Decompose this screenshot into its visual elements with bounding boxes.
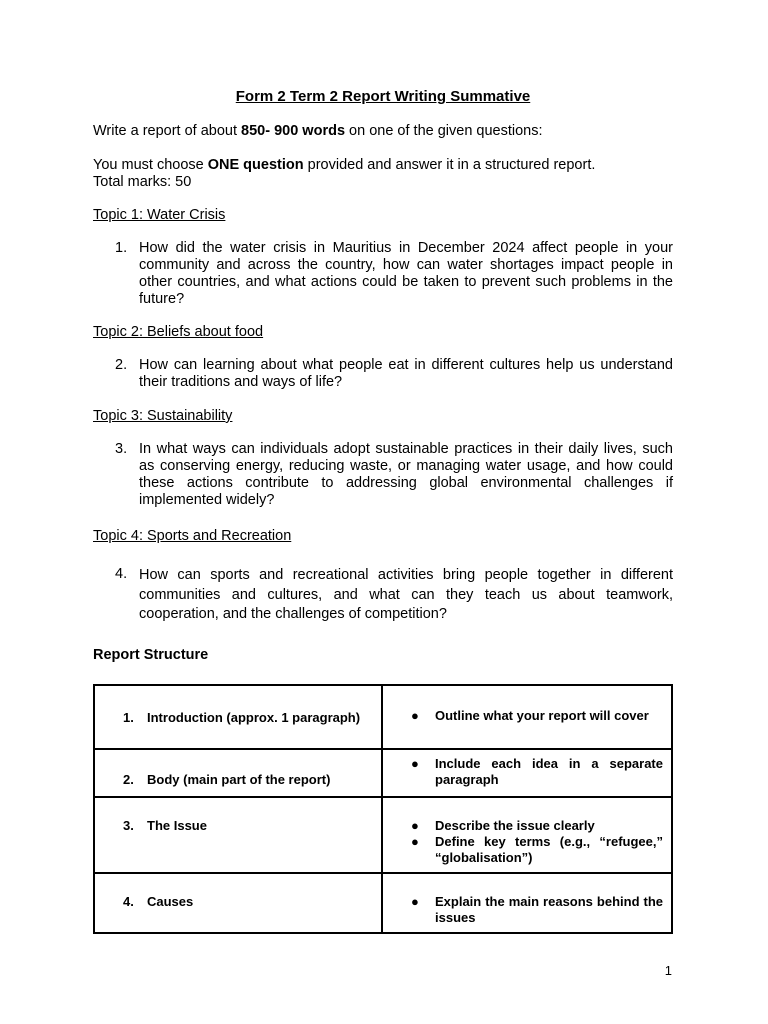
question-text: How can sports and recreational activities bring people together in different communities and cultures, and what can they teach us about teamwork, cooperation, and the challenges of competition? (139, 567, 673, 622)
word-count-instruction (93, 123, 543, 139)
structure-guidance-cell (382, 685, 672, 749)
question-text: In what ways can individuals adopt sustainable practices in their daily lives, such as conserving energy, reducing waste, or managing water usage, and how could these actions contribute to addressing global environmental challenges if implemented widely? (139, 441, 673, 508)
question-number: 1. (115, 240, 128, 256)
part-label: The Issue (147, 818, 207, 833)
total-marks: Total marks: 50 (93, 174, 192, 190)
guidance-text: Outline what your report will cover (435, 708, 649, 723)
question-number: 4. (115, 566, 128, 582)
structure-guidance-cell (382, 749, 672, 797)
table-row (94, 749, 672, 797)
question-text: How can learning about what people eat in different cultures help us understand their traditions and ways of life? (139, 357, 673, 390)
guidance-text: Include each idea in a separate paragraph (435, 756, 663, 787)
bullet-icon: ● (411, 894, 419, 909)
guidance-text: Explain the main reasons behind the issues (435, 894, 663, 925)
topic-heading: Topic 3: Sustainability (93, 408, 233, 424)
structure-part-cell (94, 685, 382, 749)
part-number: 3. (123, 818, 134, 833)
structure-part-cell (94, 873, 382, 933)
structure-part-cell (94, 797, 382, 873)
structure-guidance-cell (382, 873, 672, 933)
part-label: Introduction (approx. 1 paragraph) (147, 710, 361, 725)
choice-emphasis: ONE question (207, 157, 304, 173)
question-number: 3. (115, 441, 128, 457)
instruction-text: provided and answer it in a structured report. (303, 157, 596, 173)
topic-heading: Topic 2: Beliefs about food (93, 324, 264, 340)
instruction-text: Write a report of about (93, 123, 242, 139)
report-structure-table (93, 684, 673, 934)
part-label: Body (main part of the report) (147, 772, 331, 787)
structure-part-cell (94, 749, 382, 797)
page-number: 1 (664, 963, 672, 978)
table-row (94, 873, 672, 933)
table-row (94, 797, 672, 873)
topic-heading: Topic 4: Sports and Recreation (93, 528, 292, 544)
topic-heading: Topic 1: Water Crisis (93, 207, 226, 223)
part-label: Causes (147, 894, 194, 909)
structure-guidance-cell (382, 797, 672, 873)
part-number: 4. (123, 894, 134, 909)
part-number: 2. (123, 772, 134, 787)
word-count: 850- 900 words (241, 123, 346, 139)
choice-instruction (93, 157, 595, 173)
bullet-icon: ● (411, 756, 419, 771)
report-structure-heading: Report Structure (93, 647, 209, 663)
question-text: How did the water crisis in Mauritius in December 2024 affect people in your community and across the country, how can water shortages impact people in other countries, and what actions could be taken to prevent such problems in the future? (139, 240, 673, 307)
bullet-icon: ● (411, 708, 419, 723)
document-title: Form 2 Term 2 Report Writing Summative (235, 88, 531, 105)
bullet-icon: ● (411, 834, 419, 849)
instruction-text: on one of the given questions: (345, 123, 543, 139)
instruction-text: You must choose (93, 157, 208, 173)
question-number: 2. (115, 357, 128, 373)
bullet-icon: ● (411, 818, 419, 833)
guidance-text: Define key terms (e.g., “refugee,” “globalisation”) (435, 834, 663, 865)
table-row (94, 685, 672, 749)
part-number: 1. (123, 710, 134, 725)
guidance-text: Describe the issue clearly (435, 818, 595, 833)
